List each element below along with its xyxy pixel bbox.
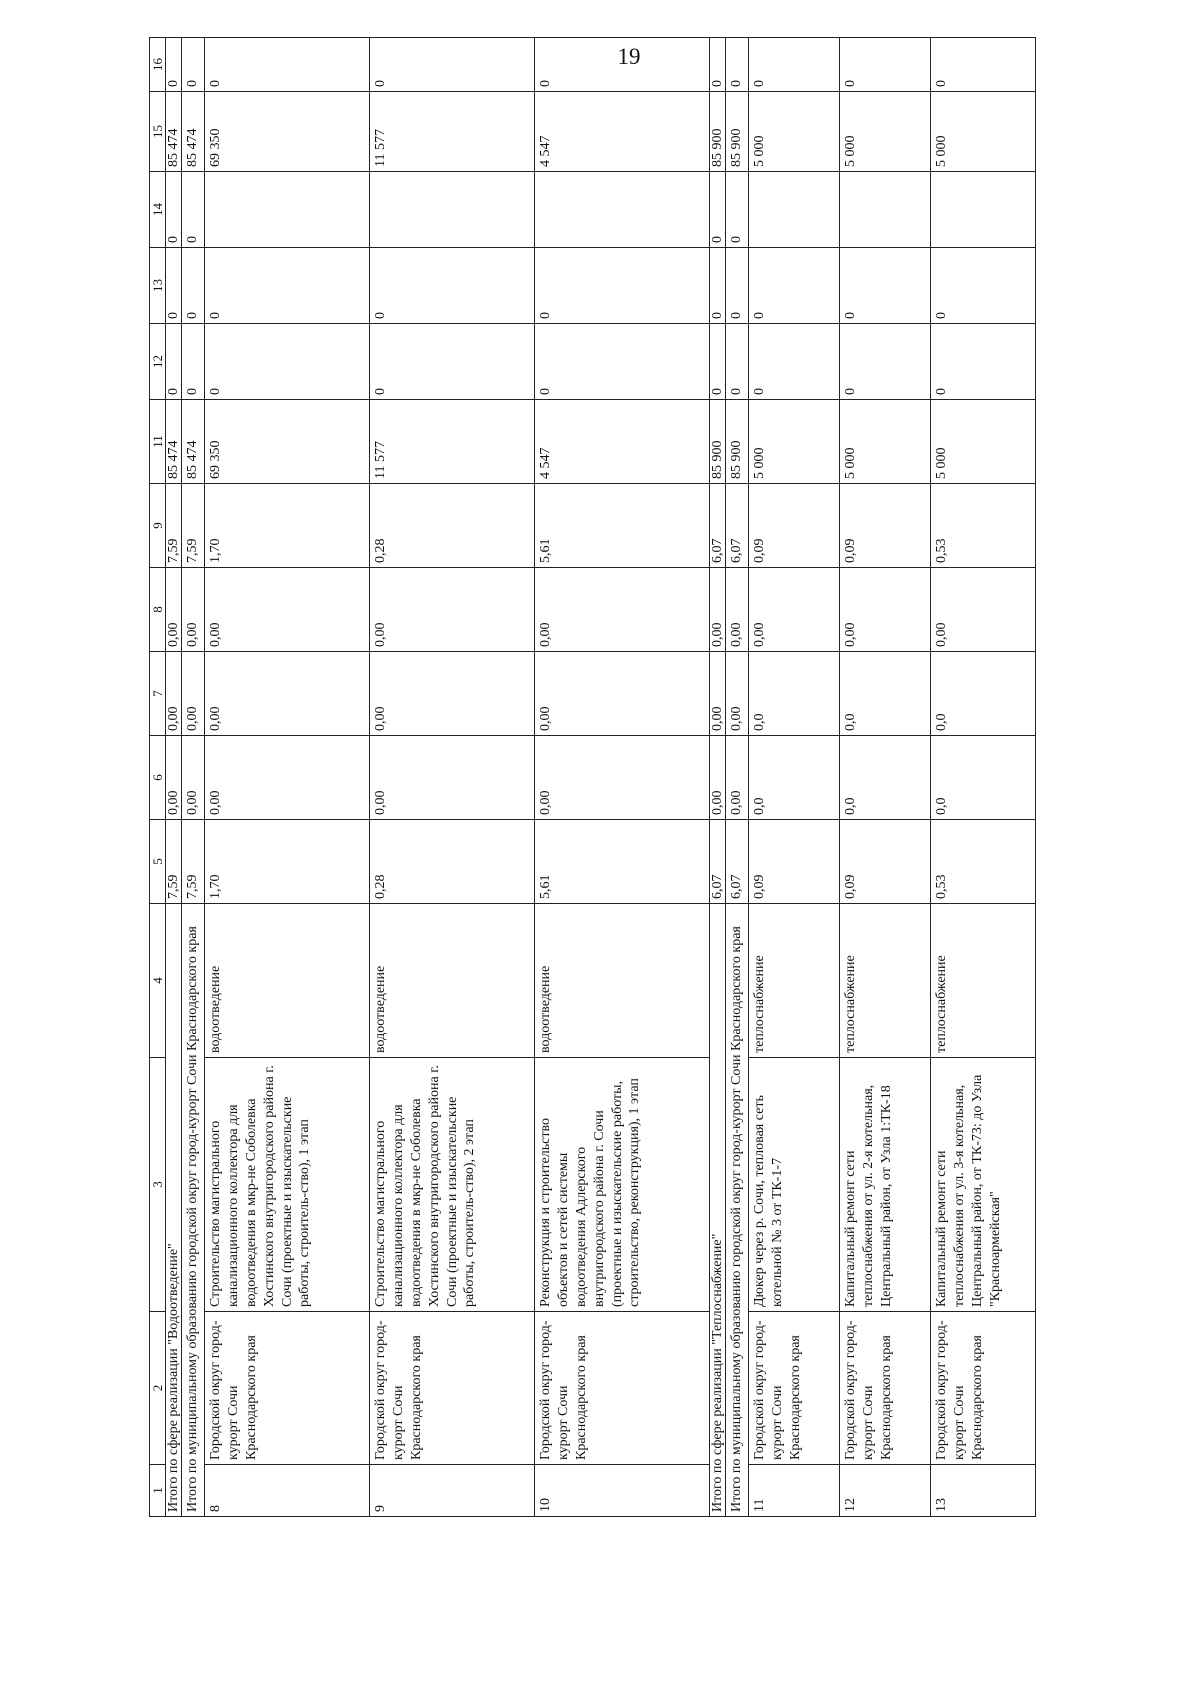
total-label: Итого по сфере реализации "Теплоснабжение" <box>709 904 725 1517</box>
value-cell: 1,70 <box>204 820 369 904</box>
total-cell: 0 <box>182 172 205 248</box>
header-cell: 9 <box>150 484 166 568</box>
total-cell: 0,00 <box>725 652 748 736</box>
value-cell: 0 <box>369 324 534 400</box>
value-cell <box>204 172 369 248</box>
value-cell: 0 <box>930 38 1035 92</box>
total-cell: 0 <box>725 38 748 92</box>
value-cell <box>839 172 930 248</box>
sphere-cell: теплоснабжение <box>748 904 839 1058</box>
total-cell: 0,00 <box>166 652 182 736</box>
total-cell: 0 <box>709 172 725 248</box>
header-cell: 1 <box>150 1465 166 1517</box>
total-cell: 0 <box>182 248 205 324</box>
value-cell: 0,28 <box>369 820 534 904</box>
value-cell: 0 <box>748 38 839 92</box>
value-cell: 0 <box>534 324 709 400</box>
sphere-total-row <box>166 38 182 1517</box>
total-cell: 0 <box>166 324 182 400</box>
value-cell: 0,0 <box>930 652 1035 736</box>
value-cell: 0 <box>204 324 369 400</box>
value-cell: 0,09 <box>748 484 839 568</box>
project-name-cell: Строительство магистрального канализационного коллектора для водоотведения в мкр-не Соболевка Хостинского внутригородского района г. Сочи (проектные и изыскательские работы, строитель-ство), 2 этап <box>369 1058 534 1312</box>
total-cell: 0 <box>166 248 182 324</box>
value-cell: 5 000 <box>839 92 930 172</box>
value-cell: 0,00 <box>204 736 369 820</box>
value-cell: 0,00 <box>534 652 709 736</box>
total-label: Итого по муниципальному образованию городской округ город-курорт Сочи Краснодарского края <box>182 904 205 1517</box>
sphere-cell: водоотведение <box>204 904 369 1058</box>
total-cell: 0,00 <box>709 652 725 736</box>
value-cell: 4 547 <box>534 400 709 484</box>
value-cell: 0,00 <box>534 736 709 820</box>
total-cell: 0 <box>182 324 205 400</box>
total-cell: 85 474 <box>182 92 205 172</box>
value-cell: 0 <box>534 38 709 92</box>
value-cell: 0 <box>839 324 930 400</box>
total-cell: 0,00 <box>182 652 205 736</box>
header-cell: 7 <box>150 652 166 736</box>
sphere-total-row <box>709 38 725 1517</box>
value-cell: 11 577 <box>369 400 534 484</box>
total-cell: 0,00 <box>709 568 725 652</box>
total-cell: 0 <box>709 248 725 324</box>
total-cell: 0,00 <box>709 736 725 820</box>
value-cell: 5 000 <box>748 400 839 484</box>
value-cell: 0,0 <box>748 652 839 736</box>
value-cell: 0 <box>369 248 534 324</box>
project-name-cell: Капитальный ремонт сети теплоснабжения от ул. 3-я котельная, Центральный район, от ТК-73: до Узла "Красноармейская" <box>930 1058 1035 1312</box>
project-name-cell: Реконструкция и строительство объектов и сетей системы водоотведения Адлерского внутригородского района г. Сочи (проектные и изыскательские работы, строительство, реконструкция), 1 этап <box>534 1058 709 1312</box>
total-cell: 85 474 <box>166 400 182 484</box>
total-cell: 85 900 <box>709 92 725 172</box>
investment-table <box>149 37 1036 1517</box>
table-row <box>839 38 930 1517</box>
header-cell: 5 <box>150 820 166 904</box>
value-cell: 0,09 <box>839 484 930 568</box>
table-row <box>369 38 534 1517</box>
header-cell: 8 <box>150 568 166 652</box>
row-number: 8 <box>204 1465 369 1517</box>
total-cell: 6,07 <box>709 820 725 904</box>
region-cell: Городской округ город-курорт Сочи Краснодарского края <box>930 1312 1035 1465</box>
rotated-table-container <box>149 58 1029 1517</box>
total-cell: 85 900 <box>725 92 748 172</box>
row-number: 10 <box>534 1465 709 1517</box>
value-cell <box>748 172 839 248</box>
header-cell: 2 <box>150 1312 166 1465</box>
header-cell: 16 <box>150 38 166 92</box>
value-cell: 0,00 <box>534 568 709 652</box>
sphere-cell: теплоснабжение <box>930 904 1035 1058</box>
total-cell: 85 900 <box>725 400 748 484</box>
total-cell: 0,00 <box>166 568 182 652</box>
region-cell: Городской округ город-курорт Сочи Краснодарского края <box>204 1312 369 1465</box>
value-cell: 0 <box>204 248 369 324</box>
total-cell: 6,07 <box>725 820 748 904</box>
project-name-cell: Дюкер через р. Сочи, тепловая сеть котельной № 3 от ТК-1-7 <box>748 1058 839 1312</box>
value-cell: 0,00 <box>369 568 534 652</box>
sphere-cell: водоотведение <box>534 904 709 1058</box>
value-cell: 0 <box>534 248 709 324</box>
total-cell: 6,07 <box>725 484 748 568</box>
municipal-total-row <box>725 38 748 1517</box>
value-cell: 0,00 <box>369 652 534 736</box>
value-cell: 0 <box>369 38 534 92</box>
header-cell: 12 <box>150 324 166 400</box>
value-cell: 69 350 <box>204 92 369 172</box>
sphere-cell: водоотведение <box>369 904 534 1058</box>
total-cell: 0 <box>725 248 748 324</box>
row-number: 12 <box>839 1465 930 1517</box>
value-cell: 0,53 <box>930 820 1035 904</box>
total-cell: 0,00 <box>182 568 205 652</box>
value-cell: 0,0 <box>748 736 839 820</box>
value-cell: 5 000 <box>839 400 930 484</box>
region-cell: Городской округ город-курорт Сочи Краснодарского края <box>369 1312 534 1465</box>
table-row <box>930 38 1035 1517</box>
value-cell: 0 <box>930 324 1035 400</box>
value-cell: 0 <box>204 38 369 92</box>
total-cell: 7,59 <box>166 820 182 904</box>
value-cell: 0,09 <box>839 820 930 904</box>
total-cell: 0 <box>166 38 182 92</box>
value-cell: 0,00 <box>930 568 1035 652</box>
value-cell: 5 000 <box>930 92 1035 172</box>
value-cell: 5,61 <box>534 820 709 904</box>
value-cell: 1,70 <box>204 484 369 568</box>
total-cell: 85 474 <box>182 400 205 484</box>
table-row <box>748 38 839 1517</box>
project-name-cell: Строительство магистрального канализационного коллектора для водоотведения в мкр-не Соболевка Хостинского внутригородского района г. Сочи (проектные и изыскательские работы, строитель-ство), 1 этап <box>204 1058 369 1312</box>
value-cell: 0,0 <box>839 652 930 736</box>
row-number: 9 <box>369 1465 534 1517</box>
value-cell: 0,00 <box>839 568 930 652</box>
total-cell: 0 <box>725 172 748 248</box>
total-cell: 0,00 <box>725 736 748 820</box>
header-cell: 6 <box>150 736 166 820</box>
value-cell: 0,00 <box>369 736 534 820</box>
value-cell: 0 <box>839 38 930 92</box>
page-number: 19 <box>617 44 641 69</box>
project-name-cell: Капитальный ремонт сети теплоснабжения от ул. 2-я котельная, Центральный район, от Узла 1:ТК-18 <box>839 1058 930 1312</box>
value-cell: 0 <box>748 324 839 400</box>
value-cell: 0,09 <box>748 820 839 904</box>
row-number: 13 <box>930 1465 1035 1517</box>
value-cell: 0,0 <box>930 736 1035 820</box>
value-cell: 0 <box>839 248 930 324</box>
total-cell: 7,59 <box>166 484 182 568</box>
total-cell: 0,00 <box>182 736 205 820</box>
value-cell: 5 000 <box>748 92 839 172</box>
total-cell: 0 <box>166 172 182 248</box>
total-cell: 6,07 <box>709 484 725 568</box>
value-cell: 0,00 <box>204 652 369 736</box>
total-cell: 7,59 <box>182 484 205 568</box>
table-row <box>534 38 709 1517</box>
region-cell: Городской округ город-курорт Сочи Краснодарского края <box>748 1312 839 1465</box>
header-cell: 11 <box>150 400 166 484</box>
value-cell: 11 577 <box>369 92 534 172</box>
value-cell: 5 000 <box>930 400 1035 484</box>
total-cell: 0,00 <box>725 568 748 652</box>
value-cell: 5,61 <box>534 484 709 568</box>
value-cell: 69 350 <box>204 400 369 484</box>
row-number: 11 <box>748 1465 839 1517</box>
header-row <box>150 38 166 1517</box>
total-label: Итого по сфере реализации "Водоотведение" <box>166 904 182 1517</box>
header-cell: 13 <box>150 248 166 324</box>
total-cell: 0 <box>725 324 748 400</box>
total-cell: 85 474 <box>166 92 182 172</box>
total-label: Итого по муниципальному образованию городской округ город-курорт Сочи Краснодарского края <box>725 904 748 1517</box>
value-cell: 0,00 <box>748 568 839 652</box>
total-cell: 85 900 <box>709 400 725 484</box>
value-cell: 0,00 <box>204 568 369 652</box>
region-cell: Городской округ город-курорт Сочи Краснодарского края <box>839 1312 930 1465</box>
total-cell: 0,00 <box>166 736 182 820</box>
total-cell: 7,59 <box>182 820 205 904</box>
table-row <box>204 38 369 1517</box>
value-cell: 0 <box>930 248 1035 324</box>
value-cell: 0,53 <box>930 484 1035 568</box>
header-cell: 15 <box>150 92 166 172</box>
value-cell <box>369 172 534 248</box>
value-cell: 4 547 <box>534 92 709 172</box>
total-cell: 0 <box>709 324 725 400</box>
region-cell: Городской округ город-курорт Сочи Краснодарского края <box>534 1312 709 1465</box>
total-cell: 0 <box>182 38 205 92</box>
value-cell: 0,0 <box>839 736 930 820</box>
total-cell: 0 <box>709 38 725 92</box>
header-cell: 3 <box>150 1058 166 1312</box>
header-cell: 14 <box>150 172 166 248</box>
sphere-cell: теплоснабжение <box>839 904 930 1058</box>
header-cell: 4 <box>150 904 166 1058</box>
value-cell <box>534 172 709 248</box>
municipal-total-row <box>182 38 205 1517</box>
value-cell <box>930 172 1035 248</box>
value-cell: 0 <box>748 248 839 324</box>
value-cell: 0,28 <box>369 484 534 568</box>
